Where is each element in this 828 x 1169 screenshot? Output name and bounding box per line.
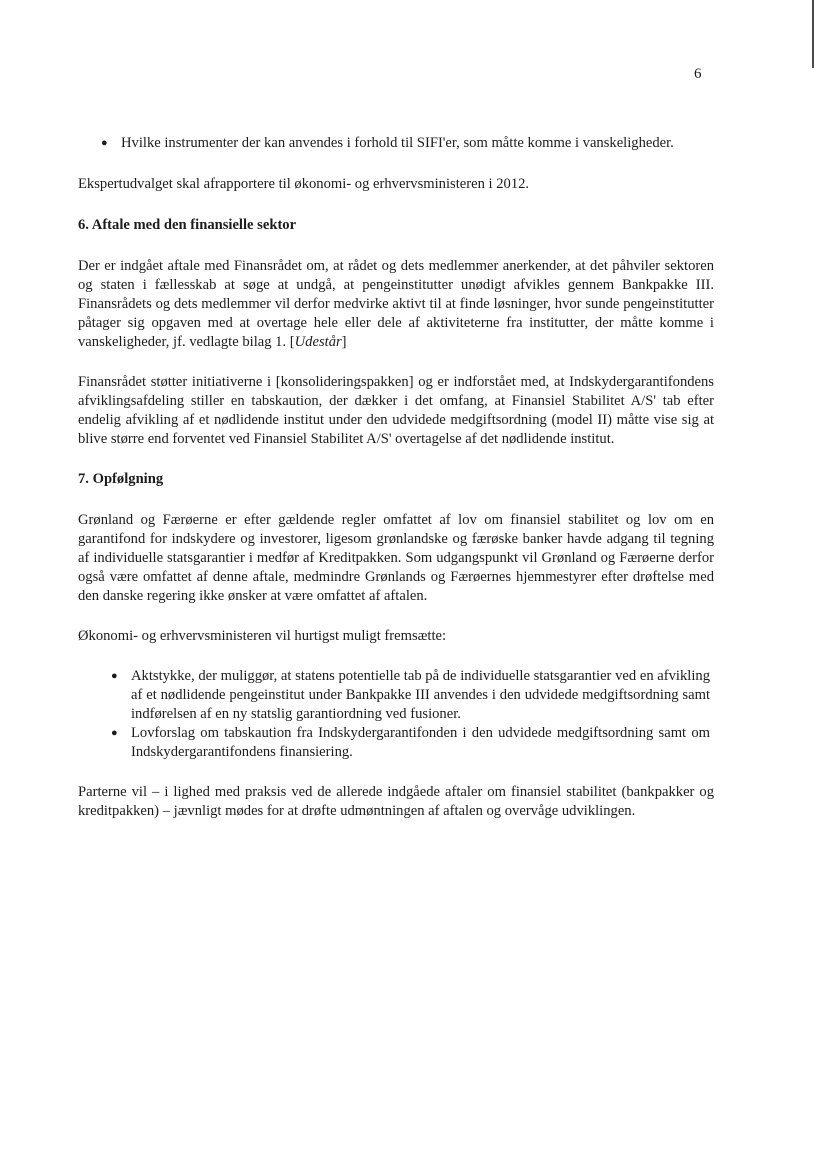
document-body	[78, 134, 714, 821]
list-item	[101, 134, 714, 153]
bullet-icon: ●	[111, 727, 118, 739]
page-number: 6	[694, 66, 702, 82]
intro-bullet-list	[101, 134, 714, 153]
section-7-bullet-1: Aktstykke, der muliggør, at statens potentielle tab på de individuelle statsgarantier ved en afvikling af et nødlidende pengeinstitut under Bankpakke III anvendes i den udvidede medgiftsordning samt indførelsen af en ny statslig garantiordning ved fusioner.	[131, 668, 710, 722]
section-7-bullet-list	[111, 667, 710, 762]
section-6-pending-note: Udestår	[294, 334, 342, 350]
section-7-bullet-2: Lovforslag om tabskaution fra Indskydergarantifonden i den udvidede medgiftsordning samt om Indskydergarantifondens finansiering.	[131, 725, 710, 760]
expert-report-paragraph: Ekspertudvalget skal afrapportere til økonomi- og erhvervsministeren i 2012.	[78, 176, 530, 192]
scan-edge-line	[812, 0, 814, 68]
section-7-heading: 7. Opfølgning	[78, 471, 164, 487]
section-7-paragraph-3: Parterne vil – i lighed med praksis ved de allerede indgåede aftaler om finansiel stabilitet (bankpakker og kreditpakken) – jævnligt mødes for at drøfte udmøntningen af aftalen og overvåge udviklingen.	[78, 784, 714, 819]
section-6-paragraph-1	[78, 257, 714, 352]
intro-bullet-text: Hvilke instrumenter der kan anvendes i forhold til SIFI'er, som måtte komme i vanskeligheder.	[121, 135, 674, 151]
section-6-bracket-close: ]	[341, 334, 347, 350]
section-7-paragraph-2: Økonomi- og erhvervsministeren vil hurtigst muligt fremsætte:	[78, 628, 447, 644]
section-6-heading: 6. Aftale med den finansielle sektor	[78, 217, 297, 233]
section-6-paragraph-1-text: Der er indgået aftale med Finansrådet om, at rådet og dets medlemmer anerkender, at det påhviler sektoren og staten i fællesskab at søge at undgå, at pengeinstitutter unødigt afvikles gennem Bankpakke III. Finansrådets og dets medlemmer vil derfor medvirke aktivt til at finde løsninger, hvor sunde pengeinstitutter påtager sig opgaven med at overtage hele eller dele af aktiviteterne fra institutter, der måtte komme i vanskeligheder, jf. vedlagte bilag 1. [	[78, 258, 714, 350]
section-6-paragraph-2: Finansrådet støtter initiativerne i [konsolideringspakken] og er indforstået med, at Indskydergarantifondens afviklingsafdeling stiller en tabskaution, der dækker i det omfang, at Finansiel Stabilitet A/S' tab efter endelig afvikling af et nødlidende institut under den udvidede medgiftsordning (model II) måtte vise sig at blive større end forventet ved Finansiel Stabilitet A/S' overtagelse af det nødlidende institut.	[78, 374, 714, 447]
section-7-paragraph-1: Grønland og Færøerne er efter gældende regler omfattet af lov om finansiel stabilitet og lov om en garantifond for indskydere og investorer, ligesom grønlandske og færøske banker havde adgang til tegning af individuelle statsgarantier i medfør af Kreditpakken. Som udgangspunkt vil Grønland og Færøerne derfor også være omfattet af denne aftale, medmindre Grønlands og Færøernes hjemmestyrer efter drøftelse med den danske regering ikke ønsker at være omfattet af aftalen.	[78, 512, 714, 604]
bullet-icon: ●	[111, 670, 118, 682]
list-item	[111, 667, 710, 724]
bullet-icon: ●	[101, 137, 108, 149]
list-item	[111, 724, 710, 762]
